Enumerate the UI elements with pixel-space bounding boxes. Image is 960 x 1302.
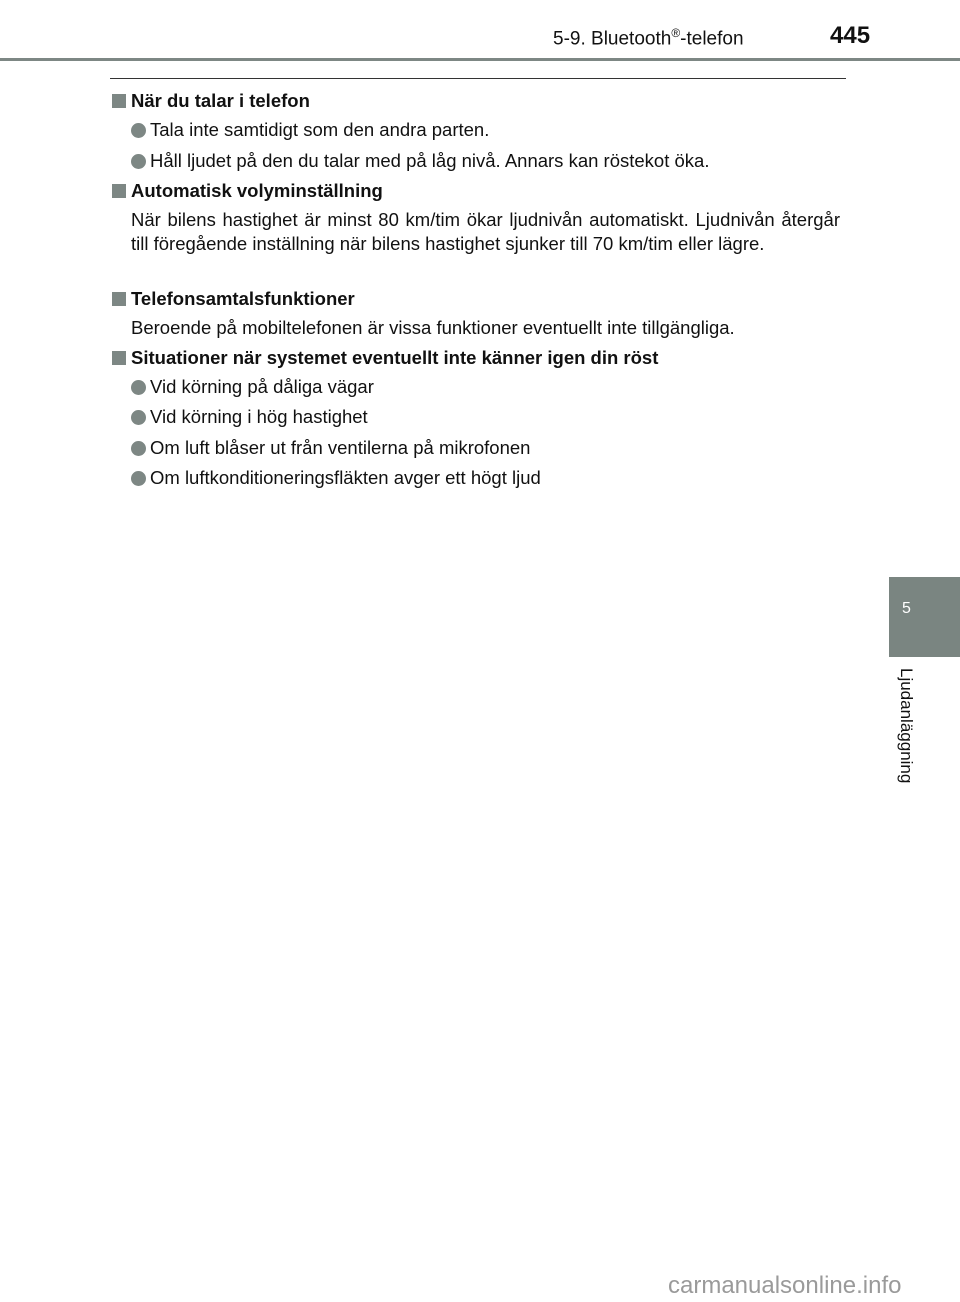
- chapter-number: 5: [902, 600, 911, 617]
- watermark: carmanualsonline.info: [668, 1272, 902, 1299]
- circle-bullet-icon: [131, 471, 146, 486]
- bullet-text: Vid körning i hög hastighet: [150, 406, 368, 427]
- paragraph: Beroende på mobiltelefonen är vissa funktioner eventuellt inte tillgängliga.: [131, 317, 735, 338]
- section-name: 5-9. Bluetooth: [553, 28, 672, 50]
- bullet-text: Om luftkonditioneringsfläkten avger ett högt ljud: [150, 467, 541, 488]
- heading: Situationer när systemet eventuellt inte känner igen din röst: [131, 347, 659, 368]
- bullet-text: Tala inte samtidigt som den andra parten.: [150, 119, 490, 140]
- square-bullet-icon: [112, 292, 126, 306]
- circle-bullet-icon: [131, 441, 146, 456]
- bullet-text: Håll ljudet på den du talar med på låg nivå. Annars kan röstekot öka.: [150, 150, 710, 171]
- content-rule: [110, 78, 846, 79]
- registered-mark: ®: [671, 26, 681, 40]
- circle-bullet-icon: [131, 380, 146, 395]
- heading: Telefonsamtalsfunktioner: [131, 288, 355, 309]
- square-bullet-icon: [112, 351, 126, 365]
- section-suffix: -telefon: [680, 28, 744, 50]
- circle-bullet-icon: [131, 154, 146, 169]
- heading: Automatisk volyminställning: [131, 180, 383, 201]
- square-bullet-icon: [112, 184, 126, 198]
- square-bullet-icon: [112, 94, 126, 108]
- page-number: 445: [830, 22, 871, 49]
- paragraph: När bilens hastighet är minst 80 km/tim ökar ljudnivån automatiskt. Ljudnivån återgår till föregående inställning när bilens hastighet sjunker till 70 km/tim eller lägre.: [131, 209, 840, 254]
- section-title: [553, 26, 744, 50]
- bullet-text: Vid körning på dåliga vägar: [150, 376, 374, 397]
- heading: När du talar i telefon: [131, 90, 310, 111]
- chapter-label: Ljudanläggning: [897, 668, 916, 784]
- bullet-text: Om luft blåser ut från ventilerna på mikrofonen: [150, 437, 531, 458]
- chapter-tab: [889, 577, 960, 657]
- header-rule: [0, 58, 960, 61]
- circle-bullet-icon: [131, 410, 146, 425]
- circle-bullet-icon: [131, 123, 146, 138]
